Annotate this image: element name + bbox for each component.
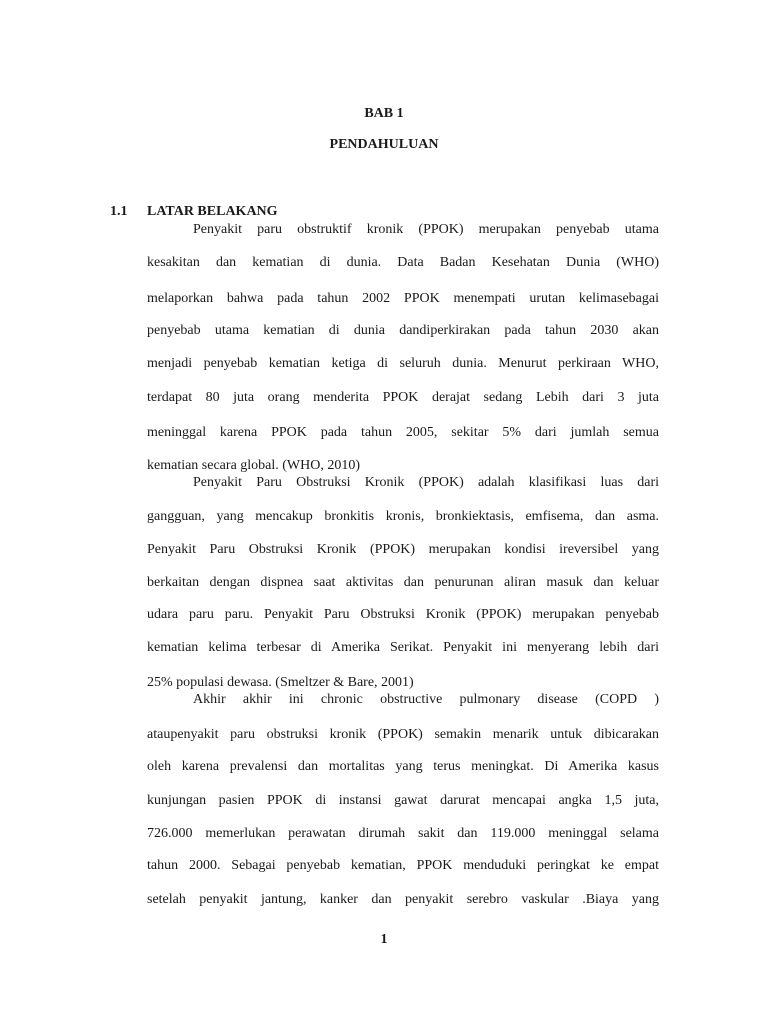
- paragraph-line: gangguan, yang mencakup bronkitis kronis, bronkiektasis, emfisema, dan asma.: [147, 509, 659, 524]
- paragraph-line: Penyakit Paru Obstruksi Kronik (PPOK) merupakan kondisi ireversibel yang: [147, 542, 659, 557]
- paragraph-line: melaporkan bahwa pada tahun 2002 PPOK menempati urutan kelimasebagai: [147, 291, 659, 306]
- paragraph-line: ataupenyakit paru obstruksi kronik (PPOK) semakin menarik untuk dibicarakan: [147, 727, 659, 742]
- paragraph-line: udara paru paru. Penyakit Paru Obstruksi Kronik (PPOK) merupakan penyebab: [147, 607, 659, 622]
- paragraph-line: kematian secara global. (WHO, 2010): [147, 458, 361, 473]
- section-number: 1.1: [110, 204, 128, 219]
- paragraph-line: tahun 2000. Sebagai penyebab kematian, PPOK menduduki peringkat ke empat: [147, 858, 659, 873]
- section-heading: [110, 204, 278, 220]
- paragraph-line: Akhir akhir ini chronic obstructive pulmonary disease (COPD ): [193, 692, 659, 707]
- paragraph-line: Penyakit Paru Obstruksi Kronik (PPOK) adalah klasifikasi luas dari: [193, 475, 659, 490]
- paragraph-line: berkaitan dengan dispnea saat aktivitas dan penurunan aliran masuk dan keluar: [147, 575, 659, 590]
- section-title: LATAR BELAKANG: [147, 204, 278, 219]
- paragraph-line: oleh karena prevalensi dan mortalitas yang terus meningkat. Di Amerika kasus: [147, 759, 659, 774]
- paragraph-line: kematian kelima terbesar di Amerika Serikat. Penyakit ini menyerang lebih dari: [147, 640, 659, 655]
- paragraph-line: kesakitan dan kematian di dunia. Data Badan Kesehatan Dunia (WHO): [147, 255, 659, 270]
- chapter-title: PENDAHULUAN: [329, 137, 439, 152]
- paragraph-line: penyebab utama kematian di dunia dandiperkirakan pada tahun 2030 akan: [147, 323, 659, 338]
- paragraph-line: menjadi penyebab kematian ketiga di seluruh dunia. Menurut perkiraan WHO,: [147, 356, 659, 371]
- paragraph-line: 726.000 memerlukan perawatan dirumah sakit dan 119.000 meninggal selama: [147, 826, 659, 841]
- paragraph-line: terdapat 80 juta orang menderita PPOK derajat sedang Lebih dari 3 juta: [147, 390, 659, 405]
- paragraph-line: setelah penyakit jantung, kanker dan penyakit serebro vaskular .Biaya yang: [147, 892, 659, 907]
- chapter-number: BAB 1: [364, 106, 404, 121]
- paragraph-line: kunjungan pasien PPOK di instansi gawat darurat mencapai angka 1,5 juta,: [147, 793, 659, 808]
- paragraph-line: Penyakit paru obstruktif kronik (PPOK) merupakan penyebab utama: [193, 222, 659, 237]
- paragraph-line: meninggal karena PPOK pada tahun 2005, sekitar 5% dari jumlah semua: [147, 425, 659, 440]
- paragraph-line: 25% populasi dewasa. (Smeltzer & Bare, 2001): [147, 675, 414, 690]
- page-number: 1: [380, 932, 388, 947]
